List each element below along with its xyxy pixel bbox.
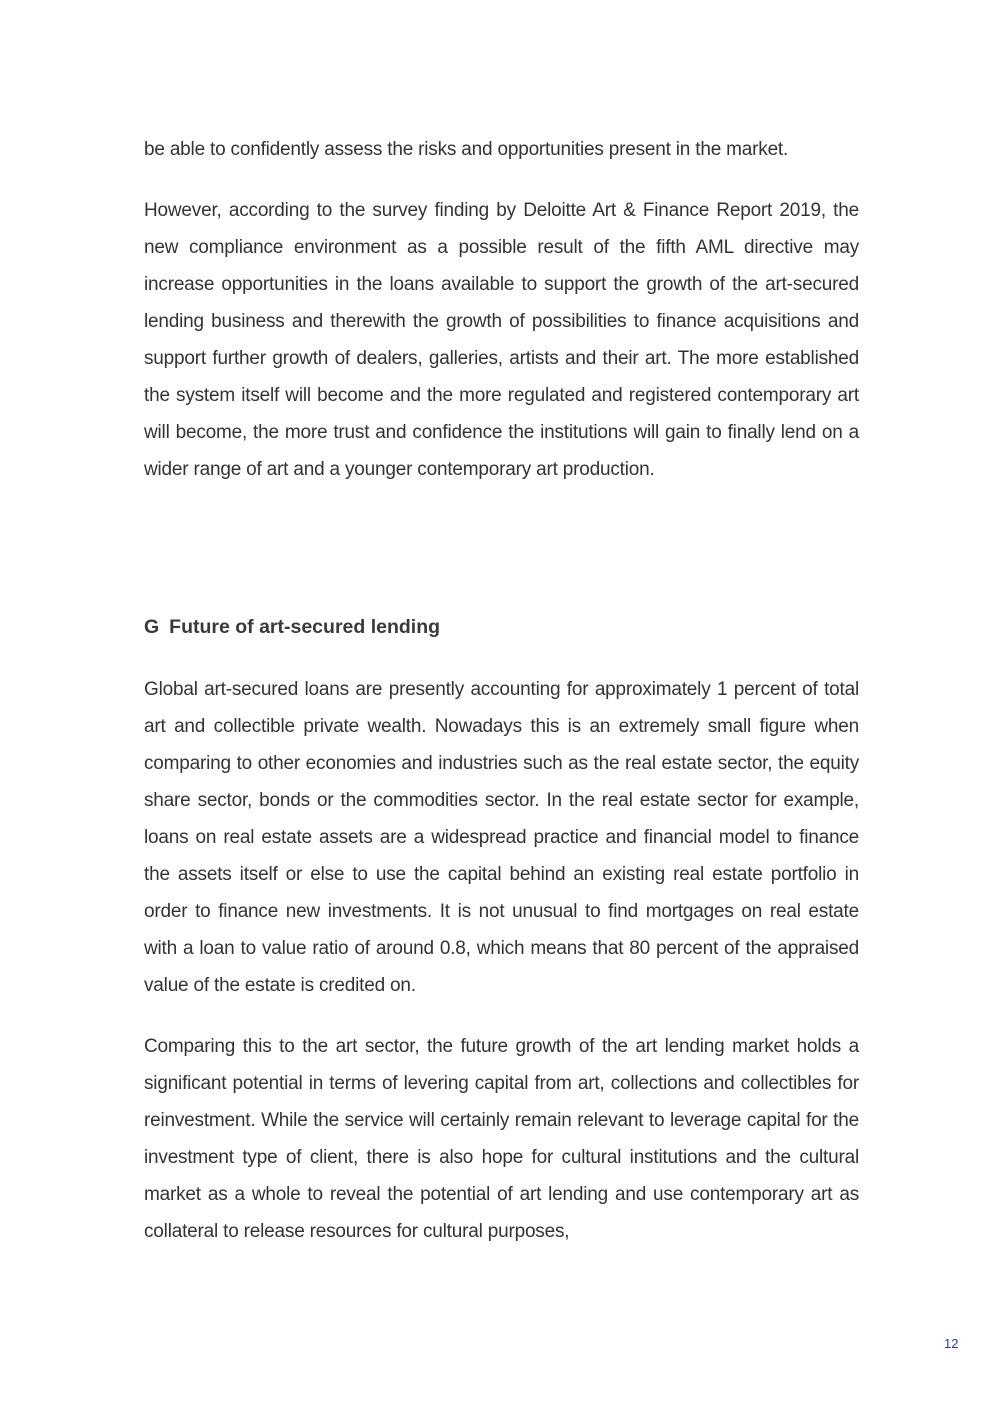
section-heading [144, 612, 440, 642]
paragraph-continuation: be able to confidently assess the risks and opportunities present in the market. [144, 139, 789, 160]
section-letter: G [144, 616, 160, 638]
page-number: 12 [944, 1336, 959, 1351]
paragraph-deloitte-report: However, according to the survey finding by Deloitte Art & Finance Report 2019, the new compliance environment as a possible result of the fifth AML directive may increase opportunities in the loans available to support the growth of the art-secured lending business and therewith the growth of possibilities to finance acquisitions and support further growth of dealers, galleries, artists and their art. The more established the system itself will become and the more regulated and registered contemporary art will become, the more trust and confidence the institutions will gain to finally lend on a wider range of art and a younger contemporary art production. [144, 200, 859, 480]
section-title: Future of art-secured lending [169, 616, 441, 638]
paragraph-art-sector: Comparing this to the art sector, the future growth of the art lending market holds a significant potential in terms of levering capital from art, collections and collectibles for reinvestment. While the service will certainly remain relevant to leverage capital for the investment type of client, there is also hope for cultural institutions and the cultural market as a whole to reveal the potential of art lending and use contemporary art as collateral to release resources for cultural purposes, [144, 1036, 859, 1242]
paragraph-global-loans: Global art-secured loans are presently accounting for approximately 1 percent of total art and collectible private wealth. Nowadays this is an extremely small figure when comparing to other economies and industries such as the real estate sector, the equity share sector, bonds or the commodities sector. In the real estate sector for example, loans on real estate assets are a widespread practice and financial model to finance the assets itself or else to use the capital behind an existing real estate portfolio in order to finance new investments. It is not unusual to find mortgages on real estate with a loan to value ratio of around 0.8, which means that 80 percent of the appraised value of the estate is credited on. [144, 679, 859, 996]
